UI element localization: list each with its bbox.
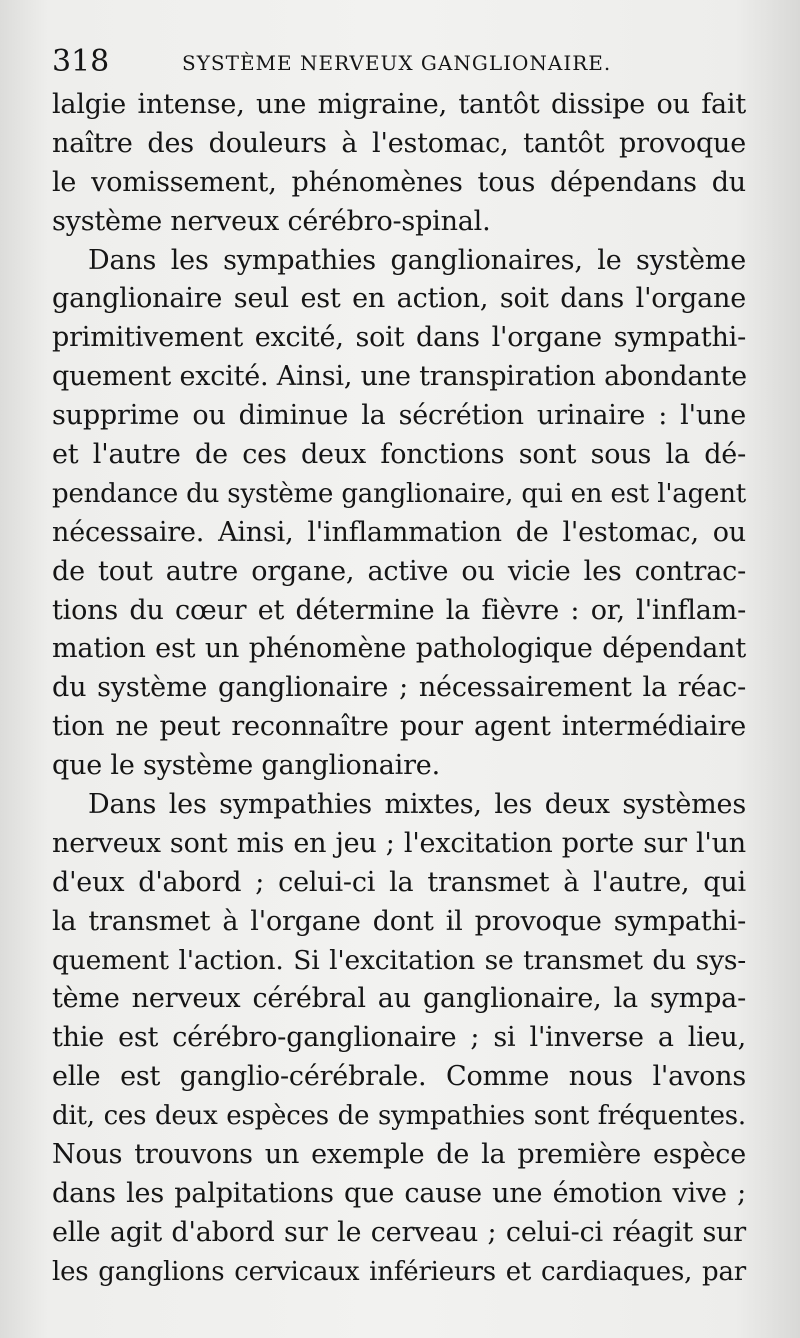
paragraph-2 [52, 242, 746, 786]
text-line: quement excité. Ainsi, une transpiration abondante [52, 361, 747, 393]
text-line: Dans les sympathies mixtes, les deux systèmes [88, 789, 746, 821]
text-line: la transmet à l'organe dont il provoque sympathi- [52, 905, 746, 937]
text-line: naître des douleurs à l'estomac, tantôt provoque [52, 127, 746, 159]
text-line: d'eux d'abord ; celui-ci la transmet à l'autre, qui [52, 866, 746, 898]
text-line: elle agit d'abord sur le cerveau ; celui-ci réagit sur [52, 1216, 746, 1248]
text-line: que le système ganglionaire. [52, 750, 440, 782]
text-line: Nous trouvons un exemple de la première espèce [52, 1139, 746, 1171]
text-line: primitivement excité, soit dans l'organe sympathi- [52, 322, 746, 354]
text-line: tion ne peut reconnaître pour agent intermédiaire [52, 711, 746, 743]
text-line: ganglionaire seul est en action, soit dans l'organe [52, 283, 746, 315]
text-line: et l'autre de ces deux fonctions sont sous la dé- [52, 439, 746, 471]
text-line: tème nerveux cérébral au ganglionaire, la sympa- [52, 983, 746, 1015]
text-line: de tout autre organe, active ou vicie les contrac- [52, 555, 746, 587]
text-line: tions du cœur et détermine la fièvre : or, l'inflam- [52, 594, 746, 626]
text-line: elle est ganglio-cérébrale. Comme nous l'avons [52, 1061, 746, 1093]
running-head [52, 42, 752, 82]
text-line: dans les palpitations que cause une émotion vive ; [52, 1177, 746, 1209]
text-line: du système ganglionaire ; nécessairement la réac- [52, 672, 746, 704]
paragraph-3 [52, 786, 746, 1292]
text-line: supprime ou diminue la sécrétion urinaire : l'une [52, 400, 746, 432]
text-line: dit, ces deux espèces de sympathies sont fréquentes. [52, 1101, 746, 1132]
text-line: pendance du système ganglionaire, qui en est l'agent [52, 478, 746, 509]
text-line: lalgie intense, une migraine, tantôt dissipe ou fait [52, 89, 746, 120]
text-line: système nerveux cérébro-spinal. [52, 205, 491, 237]
text-line: thie est cérébro-ganglionaire ; si l'inverse a lieu, [52, 1022, 746, 1054]
text-line: mation est un phénomène pathologique dépendant [52, 633, 746, 665]
text-line: le vomissement, phénomènes tous dépendans du [52, 166, 746, 198]
text-line: nécessaire. Ainsi, l'inflammation de l'estomac, ou [52, 516, 746, 548]
body-text [52, 86, 746, 1292]
page-number: 318 [52, 44, 110, 79]
paragraph-1 [52, 86, 746, 242]
text-line: les ganglions cervicaux inférieurs et cardiaques, par [52, 1256, 746, 1287]
text-line: Dans les sympathies ganglionaires, le système [88, 244, 746, 276]
text-line: nerveux sont mis en jeu ; l'excitation porte sur l'un [52, 827, 746, 859]
text-line: quement l'action. Si l'excitation se transmet du sys- [52, 944, 746, 976]
running-title: SYSTÈME NERVEUX GANGLIONAIRE. [182, 51, 612, 75]
